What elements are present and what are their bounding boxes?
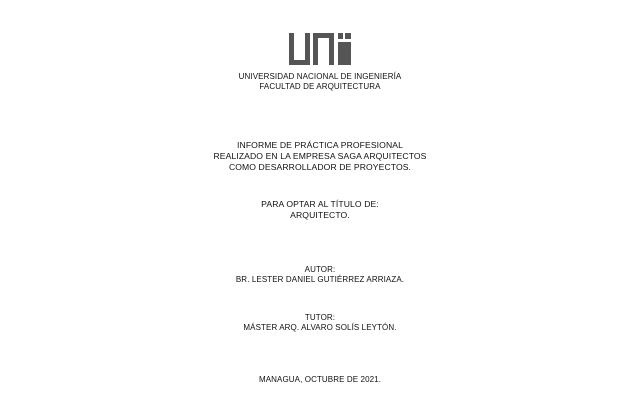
place-date: [0, 375, 640, 385]
university-name: UNIVERSIDAD NACIONAL DE INGENIERÍA: [238, 72, 402, 81]
report-title: [0, 140, 640, 173]
tutor-section: [0, 313, 640, 333]
faculty-name: FACULTAD DE ARQUITECTURA: [259, 82, 381, 91]
tutor-name: MÁSTER ARQ. ALVARO SOLÍS LEYTÓN.: [243, 323, 397, 332]
degree-line-2: ARQUITECTO.: [290, 210, 350, 220]
author-label: AUTOR:: [304, 265, 336, 274]
uni-logo: [289, 33, 351, 65]
author-section: [0, 265, 640, 285]
place-date-text: MANAGUA, OCTUBRE DE 2021.: [258, 375, 382, 384]
tutor-label: TUTOR:: [304, 313, 336, 322]
title-line-3: COMO DESARROLLADOR DE PROYECTOS.: [228, 162, 412, 172]
author-name: BR. LESTER DANIEL GUTIÉRREZ ARRIAZA.: [235, 275, 405, 284]
institution-header: [0, 72, 640, 92]
degree-line-1: PARA OPTAR AL TÍTULO DE:: [261, 199, 379, 209]
title-line-1: INFORME DE PRÁCTICA PROFESIONAL: [237, 140, 403, 150]
degree-statement: [0, 199, 640, 221]
title-line-2: REALIZADO EN LA EMPRESA SAGA ARQUITECTOS: [213, 151, 427, 161]
